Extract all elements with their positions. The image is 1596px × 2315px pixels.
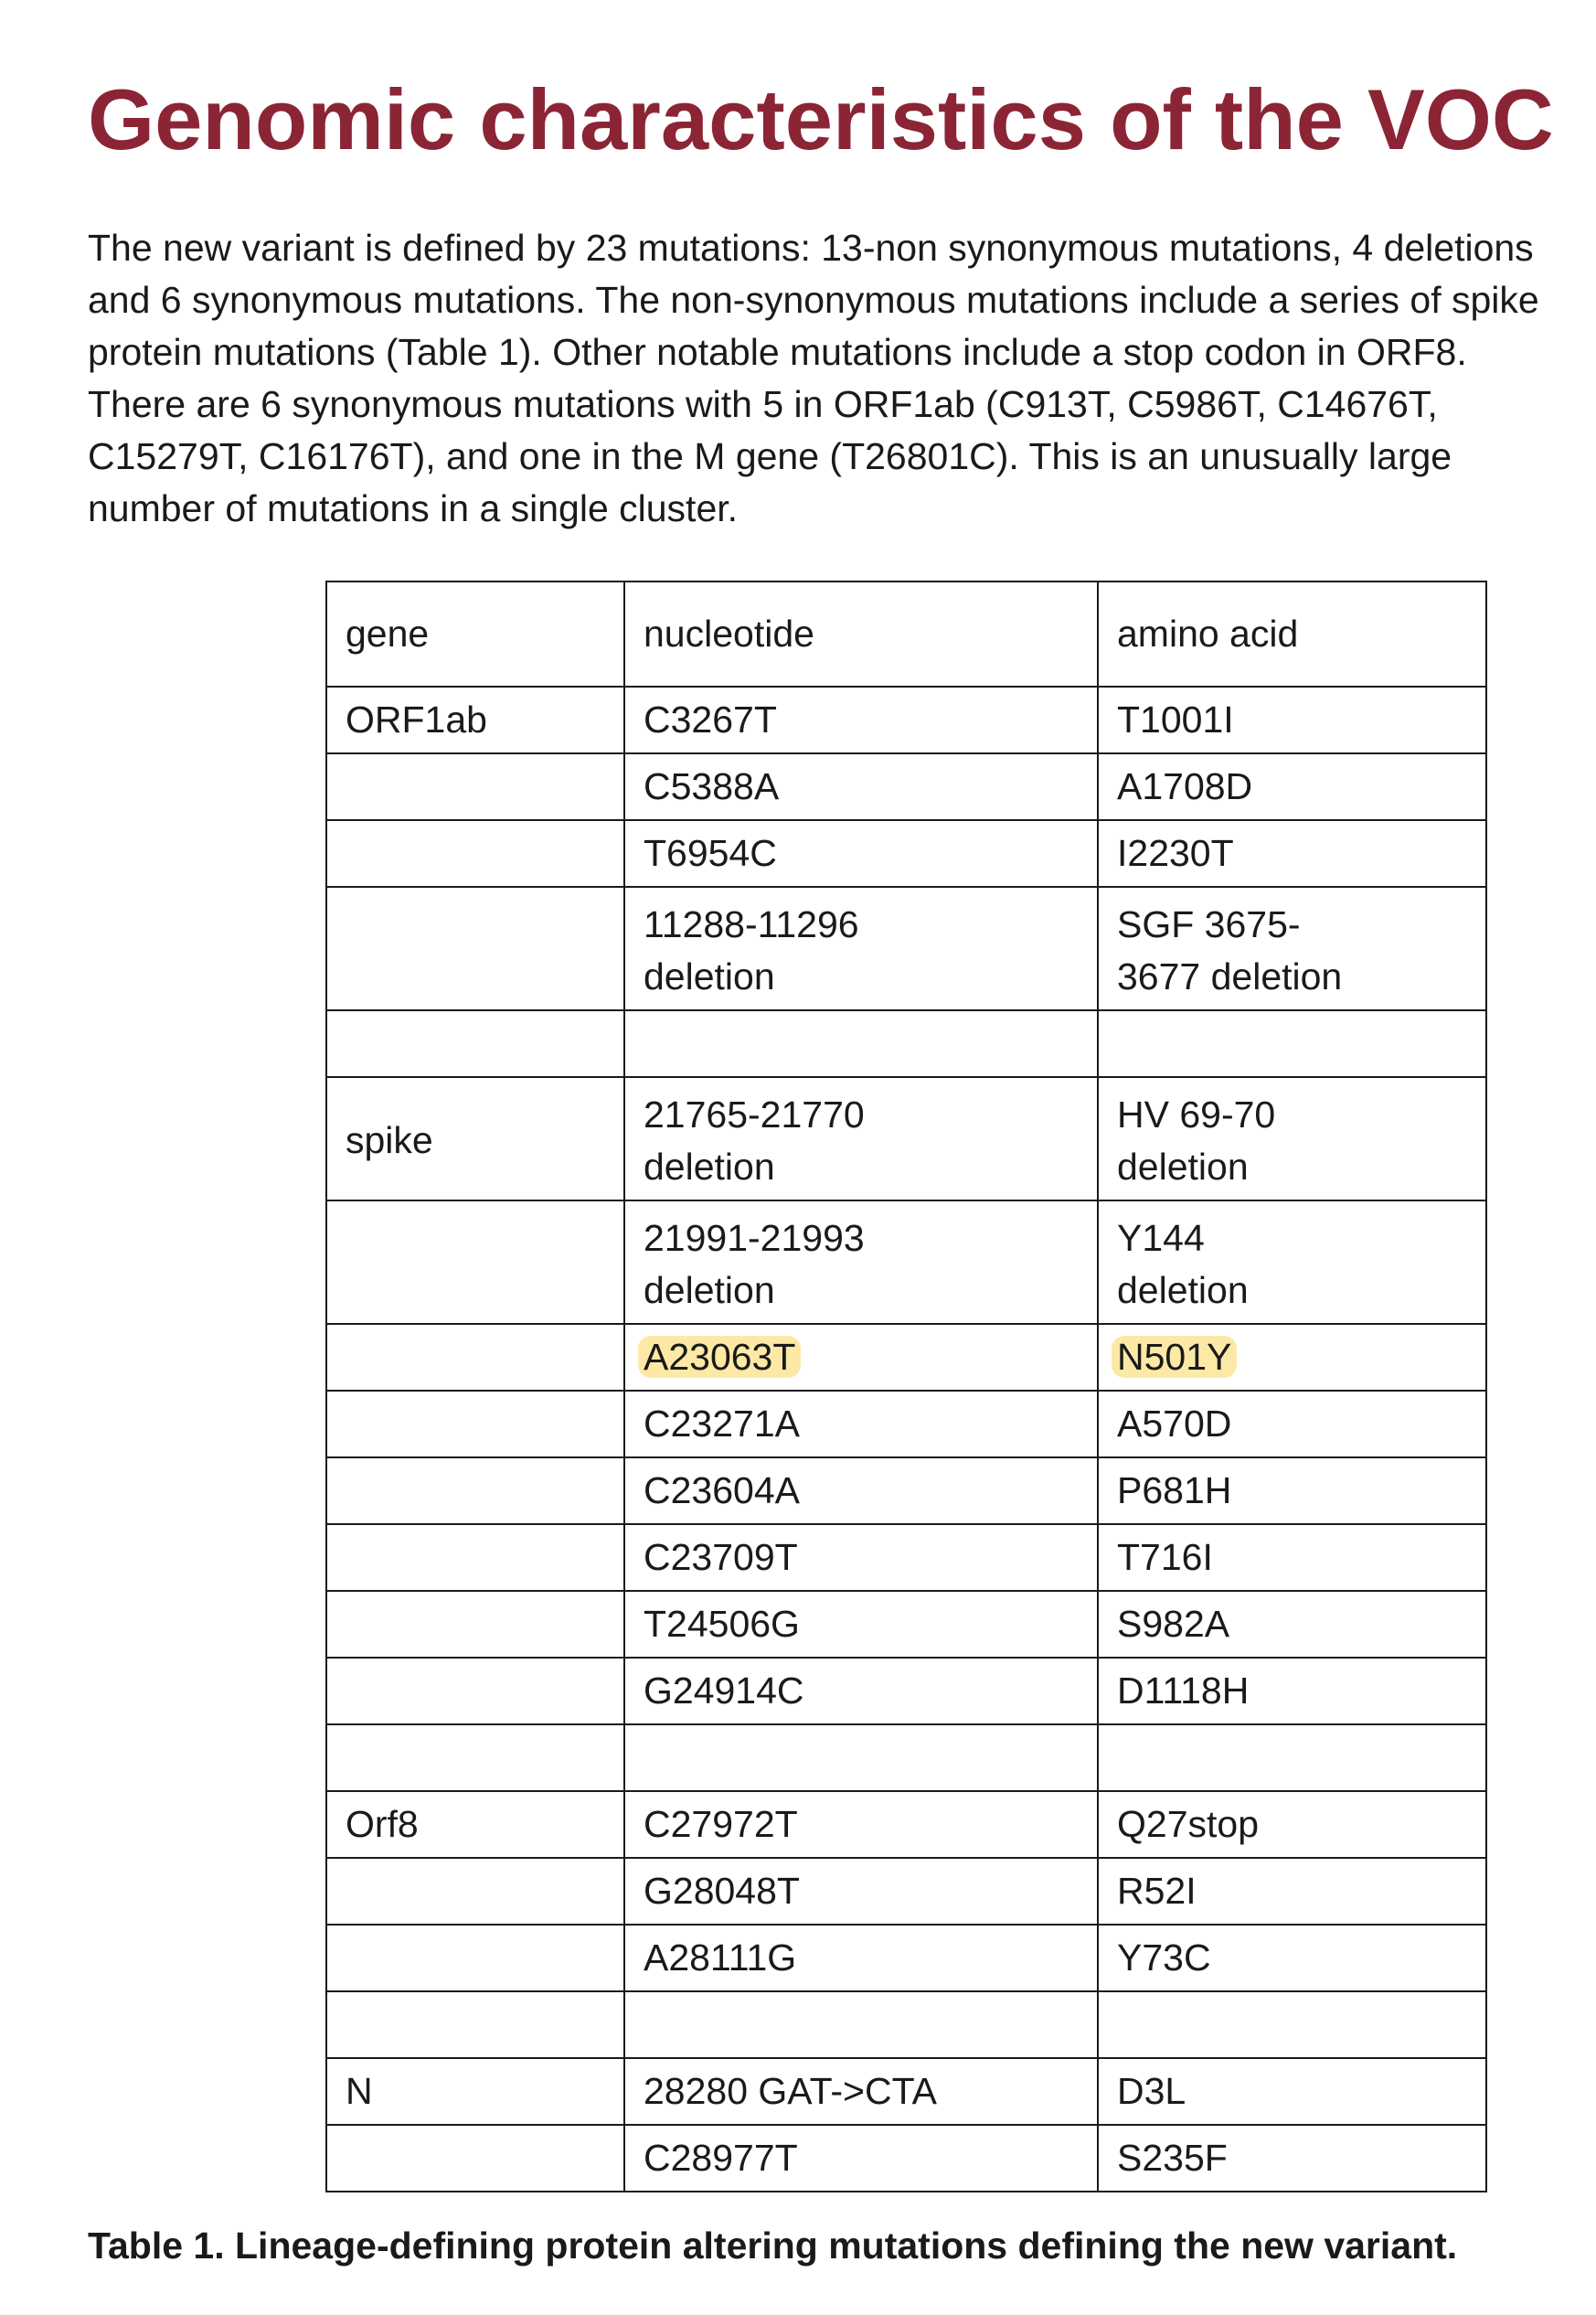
cell-gene [326,1991,624,2058]
cell-amino-acid-text: deletion [1117,1145,1249,1188]
cell-gene [326,820,624,887]
cell-nucleotide [624,1658,1098,1724]
cell-nucleotide-text: deletion [644,1268,775,1311]
header-gene: gene [326,581,624,687]
cell-nucleotide-text: C23271A [644,1403,800,1445]
cell-gene [326,1010,624,1077]
table-row [326,1457,1486,1524]
table-caption: Table 1. Lineage-defining protein altering mutations defining the new variant. [88,2224,1458,2267]
table-row [326,1324,1486,1391]
cell-amino-acid-text: P681H [1117,1469,1232,1511]
table-spacer-row [326,1010,1486,1077]
cell-amino-acid [1098,1457,1486,1524]
cell-gene [326,1724,624,1791]
cell-amino-acid-highlighted-text: N501Y [1112,1336,1237,1378]
cell-nucleotide-text: A28111G [644,1936,797,1979]
cell-nucleotide [624,687,1098,753]
intro-line: The new variant is defined by 23 mutations: 13-non synonymous mutations, 4 deletions [88,227,1534,269]
cell-nucleotide [624,1925,1098,1991]
mutations-table [325,581,1487,2192]
cell-nucleotide [624,1991,1098,2058]
table-row [326,1925,1486,1991]
cell-nucleotide [624,1791,1098,1858]
table-spacer-row [326,1991,1486,2058]
cell-amino-acid [1098,1791,1486,1858]
cell-amino-acid [1098,1591,1486,1658]
intro-paragraph [88,222,1587,535]
cell-nucleotide-text: G28048T [644,1870,800,1912]
cell-amino-acid [1098,1658,1486,1724]
cell-amino-acid [1098,1925,1486,1991]
cell-amino-acid-text: 3677 deletion [1117,955,1343,997]
cell-nucleotide [624,887,1098,1010]
cell-nucleotide [624,820,1098,887]
header-amino-acid: amino acid [1098,581,1486,687]
cell-nucleotide [624,753,1098,820]
cell-gene [326,753,624,820]
cell-amino-acid-text: A1708D [1117,765,1253,807]
cell-gene: N [326,2058,624,2125]
table-row [326,1858,1486,1925]
cell-nucleotide-text: 21991-21993 [644,1216,865,1259]
table-row [326,887,1486,1010]
cell-nucleotide-text: deletion [644,1145,775,1188]
cell-amino-acid [1098,753,1486,820]
cell-gene [326,1391,624,1457]
cell-gene [326,1658,624,1724]
cell-amino-acid-text: deletion [1117,1268,1249,1311]
cell-amino-acid-text: R52I [1117,1870,1197,1912]
cell-amino-acid-text: Y144 [1117,1216,1205,1259]
table-row [326,1791,1486,1858]
cell-nucleotide-text: C27972T [644,1803,798,1845]
cell-gene [326,887,624,1010]
cell-nucleotide [624,1524,1098,1591]
cell-amino-acid-text: T716I [1117,1536,1213,1578]
cell-amino-acid-text: D1118H [1117,1670,1250,1712]
cell-nucleotide [624,2058,1098,2125]
cell-amino-acid-text: T1001I [1117,699,1234,741]
cell-amino-acid [1098,687,1486,753]
page-title: Genomic characteristics of the VOC [88,71,1554,167]
cell-nucleotide-text: 11288-11296 [644,902,859,945]
cell-amino-acid-text: A570D [1117,1403,1232,1445]
cell-amino-acid [1098,820,1486,887]
intro-line: There are 6 synonymous mutations with 5 in ORF1ab (C913T, C5986T, C14676T, [88,383,1438,425]
table-row [326,1200,1486,1324]
cell-amino-acid-text: SGF 3675- [1117,902,1301,945]
cell-gene [326,1457,624,1524]
cell-gene: ORF1ab [326,687,624,753]
cell-amino-acid [1098,2058,1486,2125]
cell-nucleotide [624,1391,1098,1457]
intro-line: number of mutations in a single cluster. [88,487,739,529]
cell-nucleotide [624,1457,1098,1524]
table-row [326,1591,1486,1658]
table-spacer-row [326,1724,1486,1791]
cell-nucleotide-text: 21765-21770 [644,1093,865,1136]
cell-nucleotide-text: C5388A [644,765,780,807]
table-row [326,1391,1486,1457]
intro-line: protein mutations (Table 1). Other notable mutations include a stop codon in ORF8. [88,331,1467,373]
table-row [326,1658,1486,1724]
cell-gene: spike [326,1077,624,1200]
cell-amino-acid [1098,1858,1486,1925]
mutations-table-body [326,581,1486,2192]
table-row [326,753,1486,820]
cell-amino-acid-text: Q27stop [1117,1803,1259,1845]
cell-nucleotide-text: C3267T [644,699,777,741]
cell-amino-acid-text: D3L [1117,2070,1186,2112]
cell-amino-acid [1098,1524,1486,1591]
intro-line: and 6 synonymous mutations. The non-synonymous mutations include a series of spike [88,279,1539,321]
cell-amino-acid-text: Y73C [1117,1936,1211,1979]
table-header-row [326,581,1486,687]
table-row [326,1524,1486,1591]
cell-amino-acid [1098,1200,1486,1324]
cell-amino-acid-text: S982A [1117,1603,1230,1645]
cell-nucleotide-text: T6954C [644,832,777,874]
cell-nucleotide-text: C28977T [644,2137,798,2179]
cell-gene [326,1324,624,1391]
table-row [326,820,1486,887]
cell-gene [326,1591,624,1658]
cell-amino-acid [1098,1010,1486,1077]
cell-amino-acid-text: HV 69-70 [1117,1093,1276,1136]
cell-amino-acid [1098,887,1486,1010]
cell-gene [326,1524,624,1591]
cell-gene [326,1858,624,1925]
cell-amino-acid [1098,1991,1486,2058]
cell-gene [326,1925,624,1991]
cell-amino-acid [1098,1391,1486,1457]
cell-nucleotide [624,1010,1098,1077]
cell-gene: Orf8 [326,1791,624,1858]
intro-line: C15279T, C16176T), and one in the M gene (T26801C). This is an unusually large [88,435,1452,477]
cell-nucleotide [624,1324,1098,1391]
cell-amino-acid [1098,1324,1486,1391]
cell-amino-acid [1098,1077,1486,1200]
cell-nucleotide [624,1724,1098,1791]
table-row [326,2058,1486,2125]
cell-gene [326,1200,624,1324]
header-nucleotide: nucleotide [624,581,1098,687]
table-row [326,687,1486,753]
cell-amino-acid [1098,1724,1486,1791]
cell-nucleotide-text: C23709T [644,1536,798,1578]
cell-nucleotide-text: 28280 GAT->CTA [644,2070,937,2112]
table-row [326,2125,1486,2192]
cell-gene [326,2125,624,2192]
cell-nucleotide-text: deletion [644,955,775,997]
cell-amino-acid-text: S235F [1117,2137,1228,2179]
cell-nucleotide-highlighted-text: A23063T [638,1336,801,1378]
cell-nucleotide-text: C23604A [644,1469,800,1511]
cell-amino-acid [1098,2125,1486,2192]
cell-nucleotide [624,1858,1098,1925]
table-row [326,1077,1486,1200]
cell-nucleotide-text: T24506G [644,1603,800,1645]
cell-nucleotide [624,1077,1098,1200]
cell-nucleotide [624,1591,1098,1658]
cell-nucleotide-text: G24914C [644,1670,804,1712]
cell-nucleotide [624,1200,1098,1324]
cell-amino-acid-text: I2230T [1117,832,1234,874]
cell-nucleotide [624,2125,1098,2192]
